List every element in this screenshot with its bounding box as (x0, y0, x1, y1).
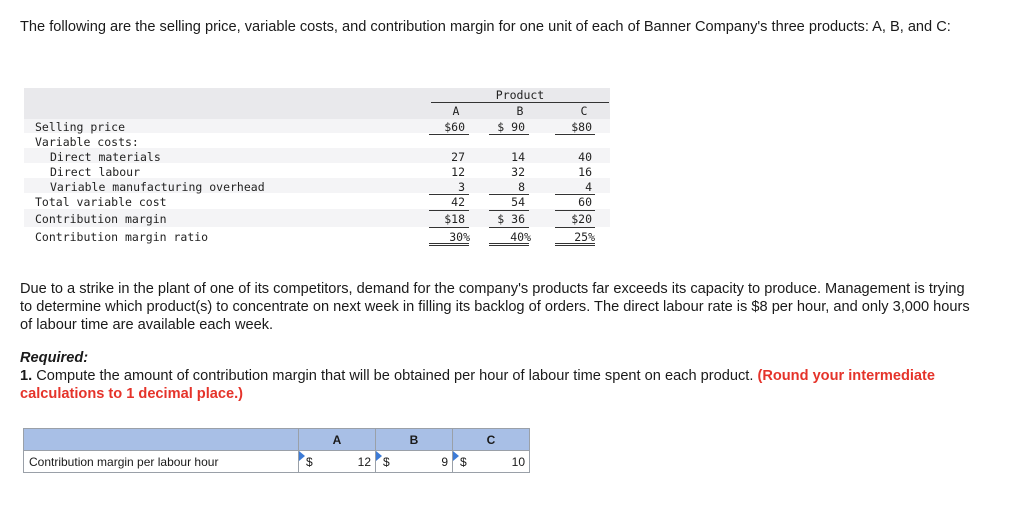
value-b-total-variable: 54 (511, 195, 525, 209)
answer-col-header-c: C (453, 429, 530, 451)
flag-icon (376, 451, 382, 461)
total-rule (489, 134, 529, 135)
double-rule (555, 243, 595, 244)
answer-input-c[interactable]: 10 (511, 455, 525, 469)
header-rule (431, 102, 609, 103)
value-c-total-variable: 60 (578, 195, 592, 209)
total-rule (555, 227, 595, 228)
value-b-cm-ratio: 40% (510, 230, 531, 244)
value-c-cm-ratio: 25% (574, 230, 595, 244)
answer-header-blank (24, 429, 299, 451)
double-rule (429, 243, 469, 244)
total-rule (489, 227, 529, 228)
required-label: Required: (20, 350, 89, 366)
value-a-contribution-margin: $18 (444, 212, 465, 226)
question-number: 1. (20, 368, 33, 384)
answer-cell-c[interactable] (453, 451, 530, 473)
total-rule (429, 134, 469, 135)
flag-icon (453, 451, 459, 461)
answer-input-b[interactable]: 9 (441, 455, 448, 469)
value-a-total-variable: 42 (451, 195, 465, 209)
rounding-note: (Round your intermediate calculations to 1 decimal place.) (20, 368, 936, 402)
value-b-direct-labour: 32 (511, 165, 525, 179)
value-c-contribution-margin: $20 (571, 212, 592, 226)
required-section (20, 349, 980, 403)
double-rule (489, 245, 529, 246)
double-rule (489, 243, 529, 244)
row-label-direct-labour: Direct labour (50, 165, 141, 179)
value-c-direct-materials: 40 (578, 150, 592, 164)
row-label-direct-materials: Direct materials (50, 150, 161, 164)
intro-paragraph: The following are the selling price, variable costs, and contribution margin for one unit of each of Banner Company's three products: A, B, and C: (20, 19, 951, 35)
value-c-selling-price: $80 (571, 120, 592, 134)
row-label-contribution-margin: Contribution margin (35, 212, 167, 226)
row-label-cm-ratio: Contribution margin ratio (35, 230, 209, 244)
value-a-direct-labour: 12 (451, 165, 465, 179)
currency-symbol: $ (460, 454, 467, 469)
flag-icon (299, 451, 305, 461)
row-label-variable-overhead: Variable manufacturing overhead (50, 180, 265, 194)
double-rule (429, 245, 469, 246)
product-data-table (24, 88, 610, 248)
currency-symbol: $ (383, 454, 390, 469)
value-a-selling-price: $60 (444, 120, 465, 134)
question-text: Compute the amount of contribution margin that will be obtained per hour of labour time spent on each product. (36, 368, 754, 384)
required-question (20, 367, 980, 403)
total-rule (489, 210, 529, 211)
total-rule (489, 194, 529, 195)
col-header-a: A (452, 104, 460, 118)
total-rule (429, 210, 469, 211)
value-b-overhead: 8 (518, 180, 525, 194)
scenario-paragraph: Due to a strike in the plant of one of its competitors, demand for the company's products far exceeds its capacity to produce. Management is trying to determine which product(s) to concentrate on next week in filling its backlog of orders. The direct labour rate is $8 per hour, and only 3,000 hours of labour time are available each week. (20, 281, 970, 333)
value-a-cm-ratio: 30% (449, 230, 470, 244)
row-label-variable-costs: Variable costs: (35, 135, 139, 149)
value-a-overhead: 3 (458, 180, 465, 194)
total-rule (555, 194, 595, 195)
answer-cell-a[interactable] (299, 451, 376, 473)
row-label-selling-price: Selling price (35, 120, 126, 134)
product-group-header: Product (495, 88, 545, 102)
answer-col-header-b: B (376, 429, 453, 451)
value-a-direct-materials: 27 (451, 150, 465, 164)
row-label-total-variable-cost: Total variable cost (35, 195, 167, 209)
answer-table (23, 428, 530, 473)
value-b-selling-price: $ 90 (497, 120, 525, 134)
answer-cell-b[interactable] (376, 451, 453, 473)
col-header-b: B (516, 104, 524, 118)
currency-symbol: $ (306, 454, 313, 469)
col-header-c: C (580, 104, 588, 118)
value-c-overhead: 4 (585, 180, 592, 194)
total-rule (555, 134, 595, 135)
answer-row-label: Contribution margin per labour hour (24, 451, 299, 473)
value-c-direct-labour: 16 (578, 165, 592, 179)
value-b-contribution-margin: $ 36 (497, 212, 525, 226)
total-rule (555, 210, 595, 211)
total-rule (429, 227, 469, 228)
value-b-direct-materials: 14 (511, 150, 525, 164)
answer-col-header-a: A (299, 429, 376, 451)
total-rule (429, 194, 469, 195)
double-rule (555, 245, 595, 246)
answer-input-a[interactable]: 12 (357, 455, 371, 469)
